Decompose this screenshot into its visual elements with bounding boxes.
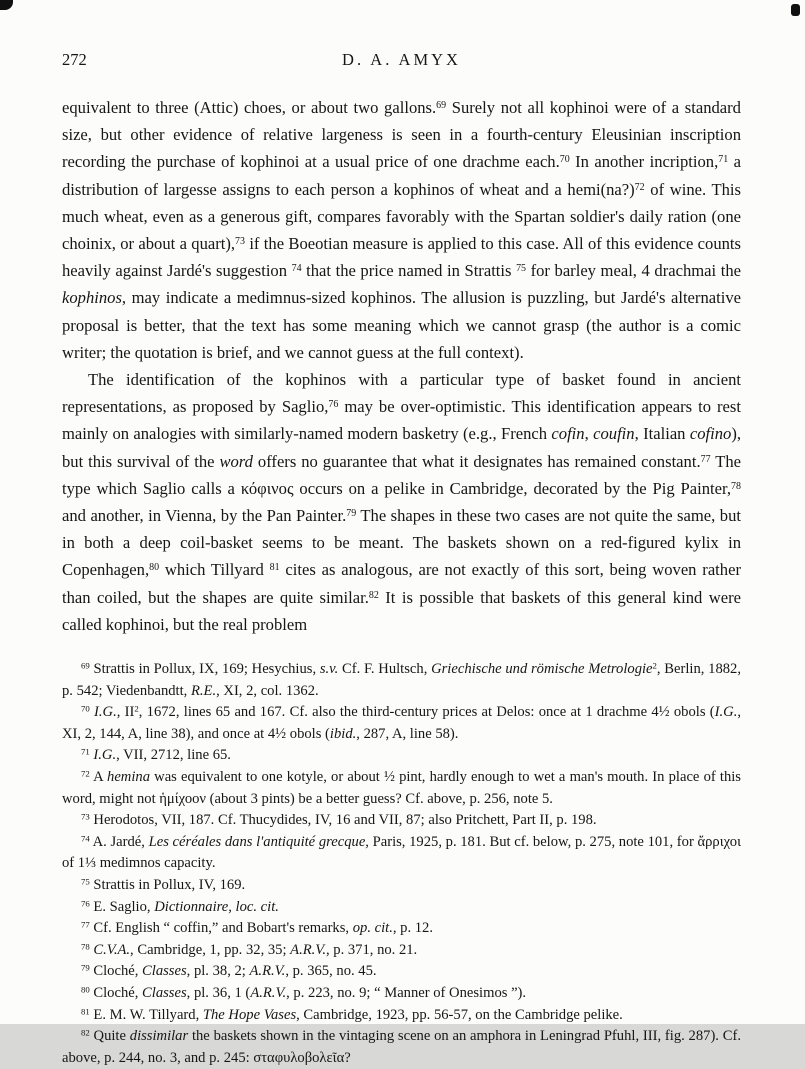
text-segment: , VII, 2712, line 65. bbox=[116, 747, 231, 764]
text-segment: The identification of the kophinos with a particular type of basket found in ancient representations, as proposed by Saglio, bbox=[62, 370, 741, 417]
footnote-73 bbox=[62, 810, 741, 832]
text-segment: Cloché, bbox=[89, 963, 143, 980]
footnote-80 bbox=[62, 983, 741, 1005]
text-segment: E. Saglio, bbox=[89, 898, 155, 915]
footnote-ref: 71 bbox=[81, 747, 90, 758]
footnote-ref: 79 bbox=[346, 508, 357, 520]
footnote-ref: 70 bbox=[81, 703, 90, 714]
footnote-ref: 69 bbox=[81, 660, 90, 671]
footnote-ref: 2 bbox=[134, 703, 139, 714]
text-segment: A. Jardé, bbox=[89, 833, 149, 850]
footnote-ref: 69 bbox=[436, 100, 447, 112]
body-text bbox=[62, 94, 741, 638]
footnote-ref: 78 bbox=[731, 480, 741, 492]
text-segment: It is possible that baskets of this general kind were called kophinoi, but the real problem bbox=[62, 587, 741, 634]
text-segment: Strattis in Pollux, IX, 169; Hesychius, bbox=[89, 661, 320, 678]
text-segment: of wine. This much wheat, even as a generous gift, compares favorably with the Spartan soldier's daily ration (one choinix, or about a quart), bbox=[62, 179, 742, 254]
text-segment: hemina bbox=[107, 769, 150, 786]
text-segment: Dictionnaire, loc. cit. bbox=[154, 898, 279, 915]
footnote-72 bbox=[62, 767, 741, 810]
text-segment: , pl. 38, 2; bbox=[186, 963, 250, 980]
footnote-ref: 79 bbox=[81, 963, 90, 973]
text-segment: , Cambridge, 1, pp. 32, 35; bbox=[130, 941, 291, 958]
text-segment: Classes bbox=[142, 984, 187, 1001]
text-segment: , XI, 2, 144, A, line 38), and once at 4½ obols ( bbox=[62, 704, 741, 742]
text-segment: Cloché, bbox=[89, 984, 143, 1001]
text-segment: , Berlin, 1882, p. 542; Viedenbandtt, bbox=[62, 661, 741, 699]
footnote-78 bbox=[62, 940, 741, 962]
text-segment: The type which Saglio calls a κόφινος occurs on a pelike in Cambridge, decorated by the Pig Painter, bbox=[62, 451, 741, 498]
text-segment: offers no guarantee that what it designates has remained constant. bbox=[252, 451, 701, 471]
text-segment: , bbox=[584, 424, 594, 444]
footnote-ref: 71 bbox=[718, 154, 729, 166]
text-segment: , p. 223, no. 9; “ Manner of Onesimos ”). bbox=[286, 984, 527, 1001]
text-segment: R.E. bbox=[190, 682, 217, 699]
footnote-ref: 73 bbox=[235, 236, 245, 248]
text-segment: s.v. bbox=[319, 661, 339, 678]
text-segment: , p. 12. bbox=[392, 920, 433, 937]
text-segment: , p. 371, no. 21. bbox=[325, 941, 418, 958]
text-segment: , 1672, lines 65 and 167. Cf. also the third-century prices at Delos: once at 1 drachme 4½ obols ( bbox=[138, 704, 715, 721]
footnote-ref: 81 bbox=[81, 1006, 90, 1017]
text-segment: Cf. English “ coffin,” and Bobart's remarks, bbox=[89, 920, 353, 937]
footnote-ref: 75 bbox=[516, 263, 527, 275]
footnote-ref: 2 bbox=[652, 660, 657, 671]
text-segment: C.V.A. bbox=[93, 941, 131, 958]
text-segment: , Cambridge, 1923, pp. 56-57, on the Cambridge pelike. bbox=[296, 1006, 623, 1023]
text-segment: Cf. F. Hultsch, bbox=[338, 661, 432, 678]
footnote-ref: 74 bbox=[291, 263, 302, 275]
footnote-ref: 77 bbox=[81, 919, 90, 930]
text-segment: cofin bbox=[551, 424, 585, 444]
text-segment: Les céréales dans l'antiquité grecque bbox=[148, 833, 366, 850]
footnote-ref: 72 bbox=[81, 768, 90, 779]
text-segment: , p. 365, no. 45. bbox=[285, 963, 377, 980]
text-segment: op. cit. bbox=[352, 920, 393, 937]
text-segment: a distribution of largesse assigns to each person a kophinos of wheat and a hemi(na?) bbox=[62, 152, 741, 199]
text-segment: A bbox=[89, 769, 108, 786]
text-segment: , II bbox=[116, 704, 135, 721]
running-header-title: D. A. AMYX bbox=[342, 50, 461, 69]
running-header bbox=[62, 50, 741, 70]
text-segment: The shapes in these two cases are not quite the same, but in both a deep coil-basket seems to be meant. The baskets shown on a red-figured kylix in Copenhagen, bbox=[62, 506, 741, 580]
text-segment: kophinos bbox=[62, 288, 122, 308]
text-segment: Classes bbox=[142, 963, 187, 980]
text-segment: , 287, A, line 58). bbox=[356, 725, 459, 742]
scan-artifact-top-left bbox=[0, 0, 13, 10]
footnote-82 bbox=[62, 1026, 741, 1069]
footnote-79 bbox=[62, 961, 741, 983]
footnote-70 bbox=[62, 702, 741, 745]
text-segment: equivalent to three (Attic) choes, or about two gallons. bbox=[62, 98, 437, 117]
footnote-ref: 75 bbox=[81, 876, 90, 887]
page-number: 272 bbox=[62, 50, 87, 69]
text-segment: cofino bbox=[689, 424, 732, 444]
footnote-ref: 80 bbox=[81, 984, 90, 995]
text-segment: , may indicate a medimnus-sized kophinos. The allusion is puzzling, but Jardé's alternative proposal is better, that the text has some meaning which we cannot grasp (the author is a comic writer; the quotation is brief, and we cannot guess at the full context). bbox=[62, 288, 741, 362]
footnote-81 bbox=[62, 1005, 741, 1027]
text-segment: Quite bbox=[89, 1028, 130, 1045]
footnote-ref: 78 bbox=[81, 941, 90, 952]
text-segment: In another incription, bbox=[569, 152, 719, 172]
body-paragraph-2 bbox=[62, 366, 741, 638]
text-segment: dissimilar bbox=[129, 1028, 189, 1045]
text-segment: coufin bbox=[593, 424, 635, 444]
text-segment: which Tillyard bbox=[159, 560, 270, 580]
footnote-ref: 74 bbox=[81, 833, 90, 844]
text-segment: , Paris, 1925, p. 181. But cf. below, p. 275, note 101, for ἄρριχοι of 1⅓ medimnos capacity. bbox=[62, 833, 741, 872]
text-segment: and another, in Vienna, by the Pan Painter. bbox=[62, 506, 347, 526]
text-segment: was equivalent to one kotyle, or about ½ pint, hardly enough to wet a man's mouth. In place of this word, might not ἡμίχοον (about 3 pints) be a better guess? Cf. above, p. 256, note 5. bbox=[62, 769, 741, 807]
footnote-ref: 77 bbox=[700, 453, 711, 465]
footnote-ref: 76 bbox=[328, 399, 339, 411]
text-segment: , pl. 36, 1 ( bbox=[186, 984, 251, 1001]
footnote-ref: 81 bbox=[269, 562, 280, 574]
footnotes-section bbox=[62, 659, 741, 1069]
text-segment: I.G. bbox=[93, 747, 117, 764]
text-segment: may be over-optimistic. This identification appears to rest mainly on analogies with similarly-named modern basketry (e.g., French bbox=[62, 397, 741, 444]
footnote-77 bbox=[62, 918, 741, 940]
text-segment: I.G. bbox=[94, 704, 117, 721]
text-segment: the baskets shown in the vintaging scene on an amphora in Leningrad Pfuhl, III, fig. 287). Cf. above, p. 244, no. 3, and p. 245: σταφυλοβολεῖα? bbox=[62, 1028, 741, 1066]
footnote-76 bbox=[62, 897, 741, 919]
text-segment: Herodotos, VII, 187. Cf. Thucydides, IV, 16 and VII, 87; also Pritchett, Part II, p. 198. bbox=[89, 812, 597, 829]
footnote-ref: 72 bbox=[634, 181, 645, 193]
footnote-ref: 76 bbox=[81, 898, 90, 909]
text-segment: A.R.V. bbox=[290, 941, 326, 958]
text-segment: The Hope Vases bbox=[202, 1006, 297, 1023]
text-segment: A.R.V. bbox=[250, 984, 287, 1001]
text-segment: word bbox=[219, 451, 253, 471]
text-segment: A.R.V. bbox=[249, 963, 286, 980]
text-segment: if the Boeotian measure is applied to this case. All of this evidence counts heavily against Jardé's suggestion bbox=[62, 234, 741, 281]
text-segment: , XI, 2, col. 1362. bbox=[216, 682, 319, 699]
footnote-ref: 73 bbox=[81, 811, 90, 822]
footnote-69 bbox=[62, 659, 741, 702]
text-segment: ), but this survival of the bbox=[62, 424, 742, 471]
text-segment: , Italian bbox=[634, 424, 690, 444]
footnote-ref: 82 bbox=[81, 1027, 90, 1038]
text-segment: Strattis in Pollux, IV, 169. bbox=[89, 877, 246, 893]
text-segment: ibid. bbox=[329, 725, 357, 742]
footnote-ref: 82 bbox=[368, 589, 379, 601]
text-segment: cites as analogous, are not exactly of this sort, being woven rather than coiled, but the shapes are quite similar. bbox=[62, 560, 741, 607]
text-segment: Surely not all kophinoi were of a standard size, but other evidence of relative largeness is seen in a fourth-century Eleusinian inscription recording the purchase of kophinoi at a usual price of one drachme each. bbox=[62, 98, 741, 172]
footnote-75 bbox=[62, 875, 741, 897]
footnote-ref: 70 bbox=[559, 154, 570, 166]
body-paragraph-1 bbox=[62, 94, 741, 366]
footnote-71 bbox=[62, 745, 741, 767]
text-segment: E. M. W. Tillyard, bbox=[89, 1006, 203, 1023]
scan-artifact-top-right bbox=[791, 4, 800, 16]
text-segment: I.G. bbox=[714, 704, 738, 721]
text-segment: Griechische und römische Metrologie bbox=[431, 661, 653, 678]
text-segment: for barley meal, 4 drachmai the bbox=[526, 261, 741, 281]
text-segment: that the price named in Strattis bbox=[301, 261, 517, 281]
footnote-ref: 80 bbox=[149, 562, 160, 574]
footnote-74 bbox=[62, 832, 741, 875]
